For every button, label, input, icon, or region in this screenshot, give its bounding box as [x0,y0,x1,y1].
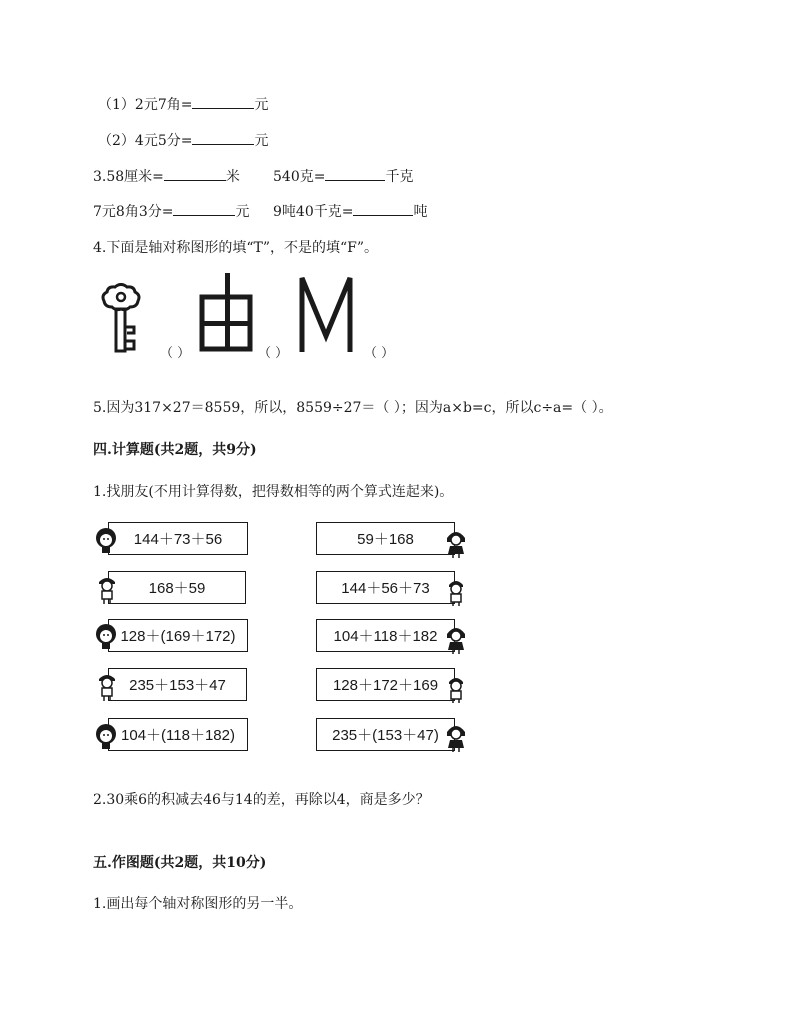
left-expression-3[interactable]: 128＋(169＋172) [108,619,248,652]
q3-d-unit: 吨 [413,204,428,220]
money-item-1-text: （1）2元7角= [98,97,193,113]
q3-d-text: 9吨40千克= [273,204,354,220]
left-expression-4[interactable]: 235＋153＋47 [108,668,247,701]
q3-c-text: 7元8角3分= [93,204,174,220]
money-item-2-unit: 元 [254,133,269,149]
q3-item-b [273,166,413,186]
answer-paren-3[interactable]: （ ） [364,346,395,361]
answer-blank[interactable] [192,94,254,109]
girl-icon [94,722,118,750]
girl-icon [94,622,118,650]
q3-a-text: 3.58厘米= [93,169,164,185]
girl-icon [445,722,467,752]
answer-paren-2[interactable]: （ ） [258,346,289,361]
money-item-2-text: （2）4元5分= [98,133,193,149]
boy-icon [446,576,466,606]
letter-m-figure [297,274,355,354]
section-4-heading: 四.计算题(共2题，共9分) [93,442,257,458]
q3-item-a [93,166,240,186]
right-expression-2[interactable]: 144＋56＋73 [316,571,455,604]
girl-icon [445,624,467,654]
boy-icon [96,671,118,701]
boy-icon [96,574,118,604]
left-expression-5[interactable]: 104＋(118＋182) [108,718,248,751]
answer-blank[interactable] [173,201,235,216]
left-expression-1[interactable]: 144＋73＋56 [108,522,248,555]
right-expression-3[interactable]: 104＋118＋182 [316,619,455,652]
money-item-2 [98,130,268,150]
right-expression-1[interactable]: 59＋168 [316,522,455,555]
left-expression-2[interactable]: 168＋59 [108,571,246,604]
q3-item-d [273,201,427,221]
q4-prompt: 4.下面是轴对称图形的填“T”，不是的填“F”。 [93,240,379,256]
section-4-q2-prompt: 2.30乘6的积减去46与14的差，再除以4，商是多少？ [93,792,430,808]
character-you-figure [199,273,253,353]
money-item-1 [98,94,268,114]
answer-blank[interactable] [164,166,226,181]
q3-b-unit: 千克 [385,169,414,185]
answer-paren-1[interactable]: （ ） [160,346,191,361]
right-expression-5[interactable]: 235＋(153＋47) [316,718,455,751]
girl-icon [445,528,467,558]
money-item-1-unit: 元 [254,97,269,113]
section-5-q1-prompt: 1.画出每个轴对称图形的另一半。 [93,896,303,912]
answer-blank[interactable] [325,166,385,181]
boy-icon [446,673,466,703]
q3-c-unit: 元 [235,204,250,220]
answer-blank[interactable] [192,130,254,145]
q3-item-c [93,201,249,221]
right-expression-4[interactable]: 128＋172＋169 [316,668,455,701]
section-4-q1-prompt: 1.找朋友(不用计算得数，把得数相等的两个算式连起来)。 [93,484,454,500]
key-icon [100,283,142,355]
q3-a-unit: 米 [225,169,240,185]
section-5-heading: 五.作图题(共2题，共10分) [93,855,267,871]
q3-b-text: 540克= [273,169,326,185]
q5-prompt: 5.因为317×27＝8559，所以，8559÷27＝（ ）；因为a×b=c，所以c÷a=（ ）。 [93,400,613,416]
girl-icon [94,526,118,554]
answer-blank[interactable] [353,201,413,216]
